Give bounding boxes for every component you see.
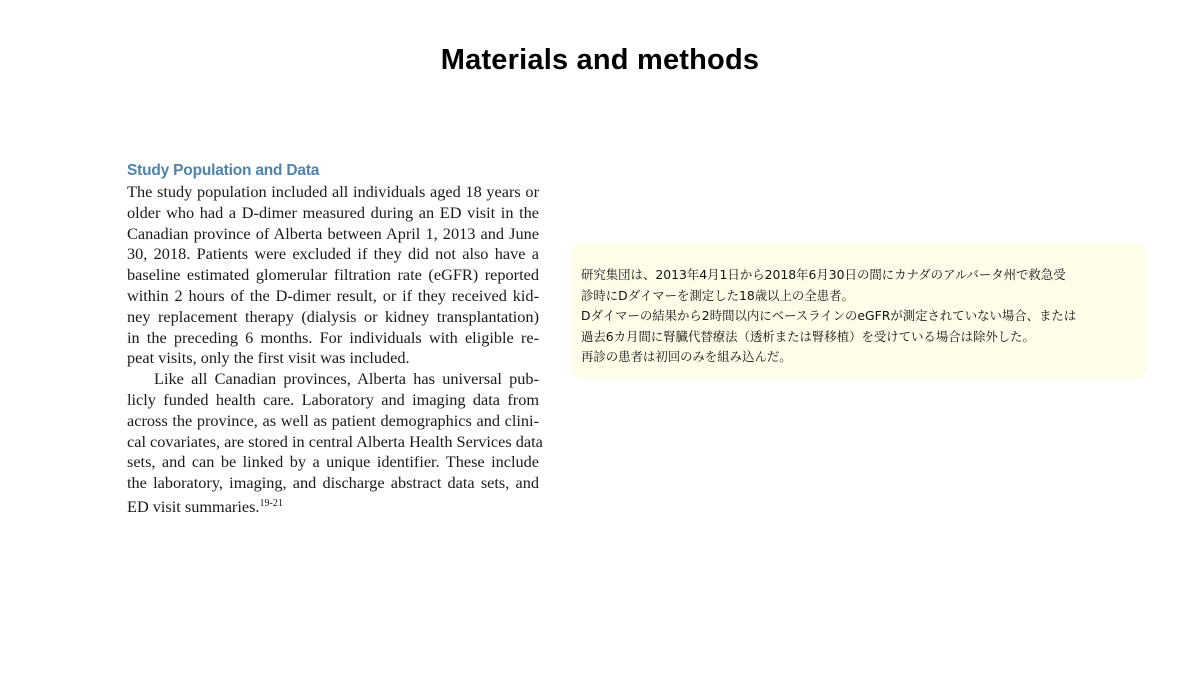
paragraph-2-last-line [127,494,539,518]
paragraph-2-line-text: ED visit summaries. [127,496,260,516]
paragraph-1-line: Canadian province of Alberta between April 1, 2013 and June [127,223,539,243]
translation-note-line: 診時にDダイマーを測定した18歳以上の全患者。 [581,287,854,303]
paragraph-1 [127,182,539,369]
citation-superscript: 19-21 [259,497,283,509]
paragraph-1-line: within 2 hours of the D-dimer result, or if they received kid- [127,285,539,305]
paragraph-1-line: older who had a D-dimer measured during an ED visit in the [127,202,539,222]
paragraph-1-line: peat visits, only the first visit was included. [127,348,410,368]
paragraph-2 [127,369,543,518]
translation-note-line: Dダイマーの結果から2時間以内にベースラインのeGFRが測定されていない場合、または [581,308,1077,323]
paragraph-2-line: sets, and can be linked by a unique identifier. These include [127,452,539,472]
paragraph-2-line: Like all Canadian provinces, Alberta has universal pub- [154,369,539,389]
paragraph-1-line: in the preceding 6 months. For individuals with eligible re- [127,327,539,347]
paragraph-2-line: the laboratory, imaging, and discharge abstract data sets, and [127,473,539,493]
paragraph-1-line: The study population included all individuals aged 18 years or [127,182,539,201]
translation-note-box [571,243,1147,379]
paragraph-2-line: across the province, as well as patient demographics and clini- [127,410,539,430]
paragraph-1-line: baseline estimated glomerular filtration rate (eGFR) reported [127,265,539,285]
translation-note-line: 研究集団は、2013年4月1日から2018年6月30日の間にカナダのアルバータ州で救急受 [581,267,1066,282]
translation-note-line: 過去6カ月間に腎臓代替療法（透析または腎移植）を受けている場合は除外した。 [581,328,1035,344]
slide-title: Materials and methods [440,44,760,76]
paragraph-1-line: 30, 2018. Patients were excluded if they did not also have a [127,244,539,264]
paper-excerpt [127,160,543,518]
section-heading: Study Population and Data [127,162,320,179]
paragraph-2-line: licly funded health care. Laboratory and imaging data from [127,389,539,409]
paragraph-2-line: cal covariates, are stored in central Alberta Health Services data [127,431,543,451]
paragraph-1-line: ney replacement therapy (dialysis or kidney transplantation) [127,306,539,326]
translation-note-line: 再診の患者は初回のみを組み込んだ。 [581,349,792,364]
